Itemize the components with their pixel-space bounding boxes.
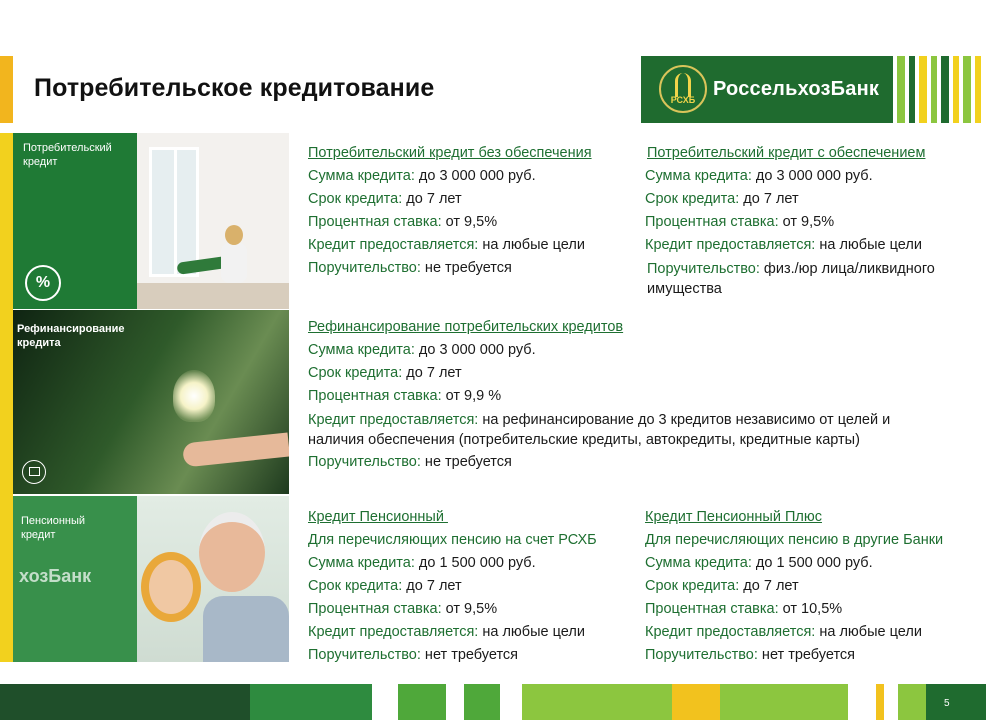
bank-sign-text: хозБанк: [19, 566, 92, 586]
logo-text: РоссельхозБанк: [713, 78, 880, 100]
offer-term: Срок кредита: до 7 лет: [308, 578, 462, 594]
offer-term: Срок кредита: до 7 лет: [645, 578, 799, 594]
footer-stripe: [398, 684, 446, 720]
footer-stripe: [672, 684, 720, 720]
bank-logo: [641, 56, 986, 123]
panel-label-line: кредит: [23, 156, 58, 168]
panel-label-line: Пенсионный: [21, 515, 86, 527]
footer-stripe: [898, 684, 926, 720]
sitting-woman-illustration: [177, 225, 267, 285]
panel-label-line: Рефинансирование: [17, 323, 125, 335]
offer-guarantee: Поручительство: не требуется: [308, 260, 512, 276]
logo-box: [641, 56, 893, 123]
panel-label: [21, 514, 85, 542]
footer-stripe: [876, 684, 884, 720]
offer-secured: [645, 142, 983, 299]
light-bulb-illustration: [173, 370, 215, 422]
footer-stripe: [926, 684, 986, 720]
offer-rate: Процентная ставка: от 10,5%: [645, 601, 843, 617]
offer-pension-plus: [645, 506, 983, 667]
logo-mark-text: РСХБ: [670, 95, 696, 105]
consumer-credit-panel: [13, 133, 289, 309]
offer-purpose: Кредит предоставляется: на любые цели: [645, 624, 922, 640]
elderly-woman-illustration: [141, 552, 201, 622]
elderly-man-illustration: [199, 512, 265, 592]
offer-guarantee: Поручительство: не требуется: [308, 454, 512, 470]
logo-stripe: [941, 56, 949, 123]
offer-heading[interactable]: Кредит Пенсионный: [308, 509, 448, 525]
offer-guarantee: Поручительство: физ./юр лица/ликвидного: [647, 261, 935, 277]
logo-stripe: [931, 56, 937, 123]
refinance-panel: [13, 310, 289, 494]
offer-heading[interactable]: Кредит Пенсионный Плюс: [645, 509, 822, 525]
floor-illustration: [137, 283, 289, 309]
offer-rate: Процентная ставка: от 9,9 %: [308, 388, 502, 404]
page-number: 5: [944, 698, 950, 709]
panel-label: [17, 322, 125, 350]
pension-credit-panel: [13, 496, 289, 662]
logo-stripe: [963, 56, 971, 123]
logo-stripe: [953, 56, 959, 123]
offer-unsecured: [308, 142, 638, 280]
offer-amount: Сумма кредита: до 1 500 000 руб.: [308, 555, 536, 571]
offer-amount: Сумма кредита: до 3 000 000 руб.: [645, 168, 873, 184]
offer-heading[interactable]: Рефинансирование потребительских кредитов: [308, 319, 624, 335]
footer-stripe: [720, 684, 848, 720]
logo-stripe: [919, 56, 927, 123]
panel-label-line: кредит: [21, 529, 56, 541]
offer-guarantee: Поручительство: нет требуется: [645, 647, 856, 663]
offer-purpose: Кредит предоставляется: на любые цели: [308, 624, 585, 640]
offer-guarantee-continued: имущества: [647, 281, 722, 297]
man-shirt-illustration: [203, 596, 289, 662]
percent-icon: %: [25, 265, 61, 301]
offer-amount: Сумма кредита: до 3 000 000 руб.: [308, 168, 536, 184]
offer-heading[interactable]: Потребительский кредит с обеспечением: [647, 145, 926, 161]
offer-subtitle: Для перечисляющих пенсию в другие Банки: [645, 532, 944, 548]
offer-amount: Сумма кредита: до 1 500 000 руб.: [645, 555, 873, 571]
offer-purpose: Кредит предоставляется: на любые цели: [645, 237, 922, 253]
offer-purpose-continued: наличия обеспечения (потребительские кредиты, автокредиты, кредитные карты): [308, 432, 860, 448]
logo-stripe: [909, 56, 915, 123]
offer-pension: [308, 506, 638, 667]
offer-term: Срок кредита: до 7 лет: [308, 365, 462, 381]
wheat-emblem-icon: [659, 65, 707, 113]
offer-amount: Сумма кредита: до 3 000 000 руб.: [308, 342, 536, 358]
offer-rate: Процентная ставка: от 9,5%: [308, 601, 498, 617]
footer-stripe: [250, 684, 372, 720]
header-accent-bar: [0, 56, 13, 123]
offer-rate: Процентная ставка: от 9,5%: [645, 214, 835, 230]
logo-stripe: [975, 56, 981, 123]
offer-term: Срок кредита: до 7 лет: [645, 191, 799, 207]
footer-stripe: [522, 684, 672, 720]
left-edge-stripe: [0, 133, 13, 662]
offer-term: Срок кредита: до 7 лет: [308, 191, 462, 207]
offer-purpose: Кредит предоставляется: на любые цели: [308, 237, 585, 253]
footer-stripe: [0, 684, 250, 720]
offer-subtitle: Для перечисляющих пенсию на счет РСХБ: [308, 532, 597, 548]
offer-purpose: Кредит предоставляется: на рефинансирование до 3 кредитов независимо от целей и: [308, 412, 891, 428]
offer-guarantee: Поручительство: нет требуется: [308, 647, 519, 663]
offer-heading[interactable]: Потребительский кредит без обеспечения: [308, 145, 592, 161]
offer-rate: Процентная ставка: от 9,5%: [308, 214, 498, 230]
page-title: Потребительское кредитование: [34, 74, 435, 102]
panel-label: [23, 141, 112, 169]
panel-label-line: Потребительский: [23, 142, 112, 154]
logo-stripe: [897, 56, 905, 123]
panel-label-line: кредита: [17, 337, 61, 349]
offer-refinancing: [308, 316, 980, 474]
footer-stripe: [464, 684, 500, 720]
monitor-icon: [22, 460, 46, 484]
